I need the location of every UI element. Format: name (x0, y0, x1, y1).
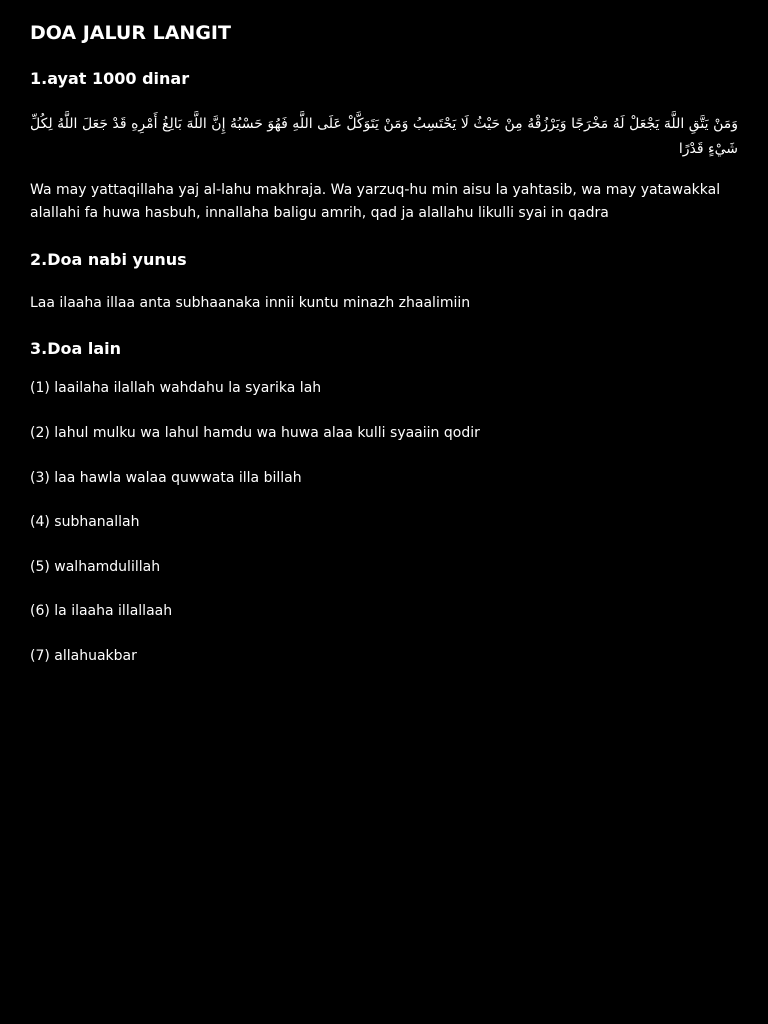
list-item: (4) subhanallah (30, 514, 140, 531)
section-doa-nabi-yunus (30, 250, 738, 313)
arabic-verse: وَمَنْ يَتَّقِ اللَّهَ يَجْعَلْ لَهُ مَخْرَجًا وَيَرْزُقْهُ مِنْ حَيْثُ لَا يَحْتَسِبُ وَمَنْ يَتَوَكَّلْ عَلَى اللَّهِ فَهُوَ حَسْبُهُ إِنَّ اللَّهَ بَالِغُ أَمْرِهِ قَدْ جَعَلَ اللَّهُ لِكُلِّ شَيْءٍ قَدْرًا (30, 116, 738, 157)
list-item: (5) walhamdulillah (30, 558, 161, 575)
list-item: (6) la ilaaha illallaah (30, 603, 173, 620)
prayer-text: Laa ilaaha illaa anta subhaanaka innii kuntu minazh zhaalimiin (30, 294, 471, 311)
list-item: (2) lahul mulku wa lahul hamdu wa huwa alaa kulli syaaiin qodir (30, 424, 480, 441)
section-heading: 3.Doa lain (30, 338, 122, 358)
list-item: (3) laa hawla walaa quwwata illa billah (30, 469, 302, 486)
transliteration-text: Wa may yattaqillaha yaj al-lahu makhraja. Wa yarzuq-hu min aisu la yahtasib, wa may yatawakkal alallahi fa huwa hasbuh, innallaha baligu amrih, qad ja alallahu likulli syai in qadra (30, 182, 721, 221)
list-item: (1) laailaha ilallah wahdahu la syarika lah (30, 380, 322, 397)
section-heading: 2.Doa nabi yunus (30, 250, 187, 270)
page-title: DOA JALUR LANGIT (30, 22, 231, 44)
section-heading: 1.ayat 1000 dinar (30, 68, 190, 88)
section-doa-lain (30, 339, 738, 666)
prayer-list (30, 379, 738, 666)
list-item: (7) allahuakbar (30, 647, 137, 664)
section-ayat-1000-dinar (30, 69, 738, 225)
